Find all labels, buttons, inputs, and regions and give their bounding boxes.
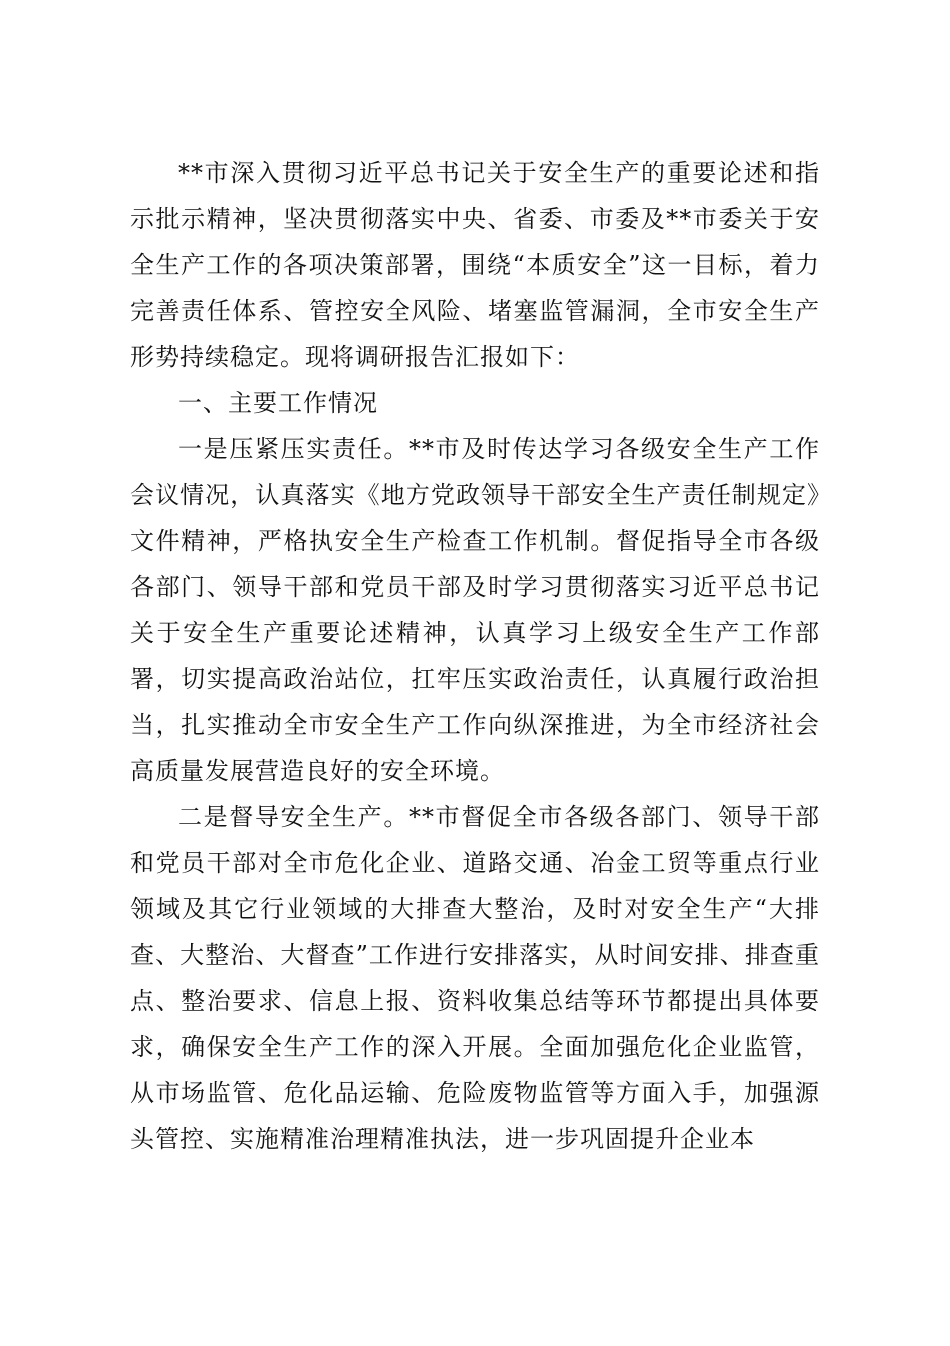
section-heading-main-work: 一、主要工作情况 (178, 389, 378, 417)
document-body (130, 150, 820, 1162)
intro-paragraph: **市深入贯彻习近平总书记关于安全生产的重要论述和指示批示精神，坚决贯彻落实中央、省委、市委及**市委关于安全生产工作的各项决策部署，围绕“本质安全”这一目标，着力完善责任体系、管控安全风险、堵塞监管漏洞，全市安全生产形势持续稳定。现将调研报告汇报如下： (130, 159, 820, 371)
paragraph-responsibility: 一是压紧压实责任。**市及时传达学习各级安全生产工作会议情况，认真落实《地方党政领导干部安全生产责任制规定》文件精神，严格执安全生产检查工作机制。督促指导全市各级各部门、领导干部和党员干部及时学习贯彻落实习近平总书记关于安全生产重要论述精神，认真学习上级安全生产工作部署，切实提高政治站位，扛牢压实政治责任，认真履行政治担当，扎实推动全市安全生产工作向纵深推进，为全市经济社会高质量发展营造良好的安全环境。 (130, 435, 820, 785)
paragraph-supervision: 二是督导安全生产。**市督促全市各级各部门、领导干部和党员干部对全市危化企业、道路交通、冶金工贸等重点行业领域及其它行业领域的大排查大整治，及时对安全生产“大排查、大整治、大督查”工作进行安排落实，从时间安排、排查重点、整治要求、信息上报、资料收集总结等环节都提出具体要求，确保安全生产工作的深入开展。全面加强危化企业监管，从市场监管、危化品运输、危险废物监管等方面入手，加强源头管控、实施精准治理精准执法，进一步巩固提升企业本 (130, 803, 820, 1153)
